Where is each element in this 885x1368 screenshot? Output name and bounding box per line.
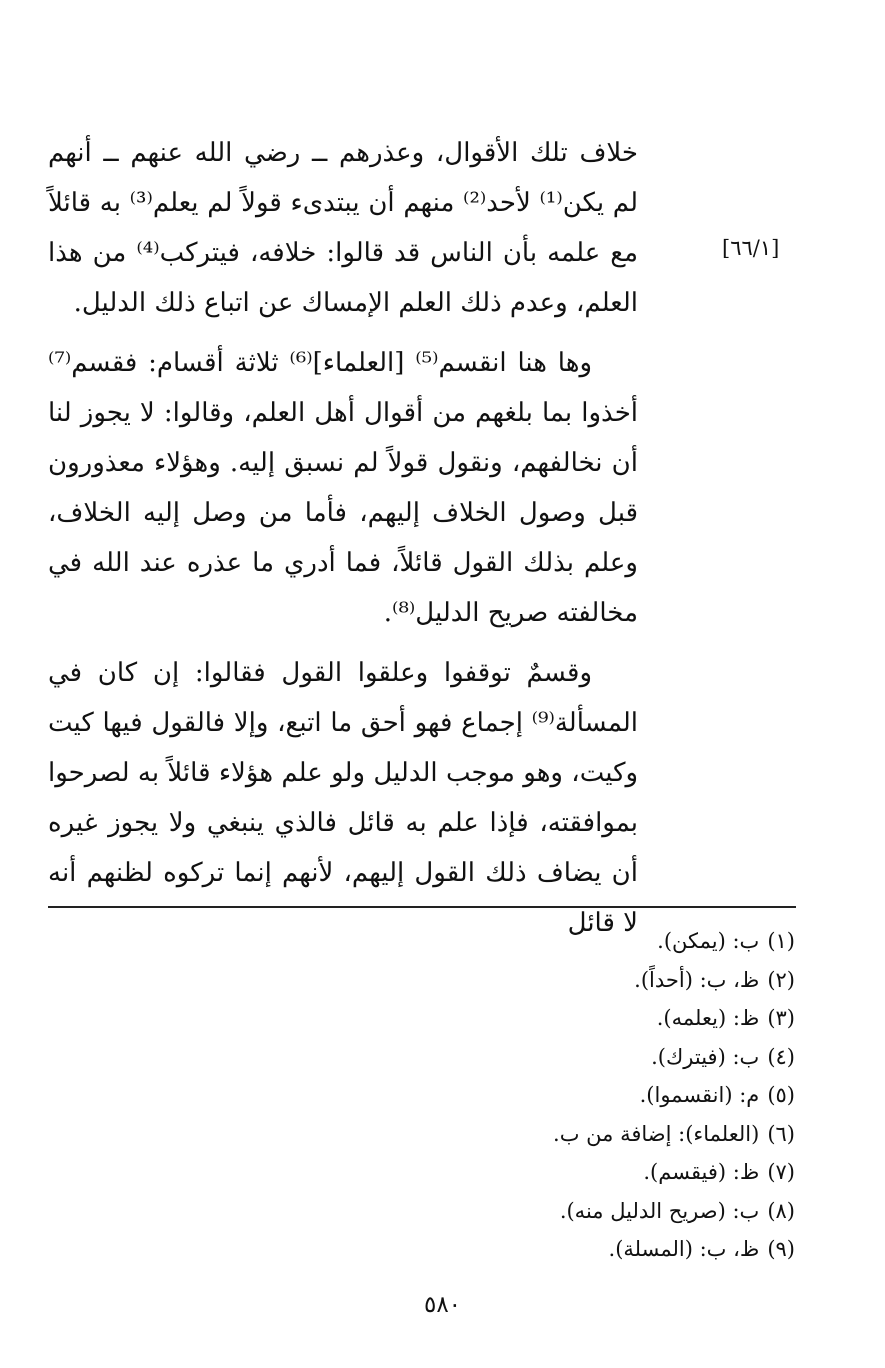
footnote-item (95, 1115, 795, 1154)
footnote-number: (٤) (767, 1044, 795, 1069)
footnote-number: (٧) (767, 1160, 795, 1184)
paragraph-1: خلاف تلك الأقوال، وعذرهم ــ رضي الله عنهم ــ أنهم لم يكن⁽¹⁾ لأحد⁽²⁾ منهم أن يبتدىء قولاً لم يعلم⁽³⁾ به قائلاً مع علمه بأن الناس قد قالوا: خلافه، فيتركب⁽⁴⁾ من هذا العلم، وعدم ذلك العلم الإمساك عن اتباع ذلك الدليل. (48, 138, 639, 318)
footnote-text: (العلماء): إضافة من ب. (553, 1121, 760, 1146)
footnote-item (95, 1076, 795, 1115)
footnote-item (95, 1038, 795, 1077)
footnote-number: (٥) (767, 1083, 795, 1107)
paragraph-3: وقسمٌ توقفوا وعلقوا القول فقالوا: إن كان في المسألة⁽⁹⁾ إجماع فهو أحق ما اتبع، وإلا فالقول فيها كيت وكيت، وهو موجب الدليل ولو علم هؤلاء قائلاً به لصرحوا بموافقته، فإذا علم به قائل فالذي ينبغي ولا يجوز غيره أن يضاف ذلك القول إليهم، لأنهم إنما تركوه لظنهم أنه لا قائل (48, 658, 638, 938)
paragraph-2: وها هنا انقسم⁽⁵⁾ [العلماء]⁽⁶⁾ ثلاثة أقسام: فقسم⁽⁷⁾ أخذوا بما بلغهم من أقوال أهل العلم، وقالوا: لا يجوز لنا أن نخالفهم، ونقول قولاً لم نسبق إليه. وهؤلاء معذورون قبل وصول الخلاف إليهم، فأما من وصل إليه الخلاف، وعلم بذلك القول قائلاً، فما أدري ما عذره عند الله في مخالفته صريح الدليل⁽⁸⁾. (48, 348, 638, 628)
footnote-number: (٢) (767, 967, 795, 992)
footnote-item (95, 1192, 795, 1231)
footnote-number: (٩) (767, 1237, 795, 1261)
footnote-text: م: (انقسموا). (639, 1083, 760, 1107)
footnote-text: ظ، ب: (المسلة). (608, 1237, 760, 1261)
footnote-item (95, 922, 795, 961)
margin-reference: [٦٦/١] (722, 236, 780, 260)
footnote-item (95, 1153, 795, 1192)
footnote-text: ظ: (يعلمه). (656, 1006, 760, 1030)
footnote-text: ب: (يمكن). (657, 929, 760, 953)
footnote-number: (٨) (767, 1198, 795, 1223)
footnote-text: ب: (صريح الدليل منه). (559, 1198, 760, 1223)
footnote-item (95, 961, 795, 1000)
main-text (48, 128, 638, 958)
footnote-divider (48, 906, 796, 908)
footnote-item (95, 1230, 795, 1269)
footnote-text: ظ، ب: (أحداً). (634, 967, 760, 992)
page-number: ٥٨٠ (423, 1292, 462, 1318)
footnotes-list (95, 922, 795, 1269)
footnote-item (95, 999, 795, 1038)
footnote-text: ب: (فيترك). (651, 1044, 760, 1069)
footnote-text: ظ: (فيقسم). (643, 1160, 760, 1184)
footnote-number: (١) (767, 929, 795, 953)
footnote-number: (٦) (767, 1121, 795, 1146)
footnote-number: (٣) (767, 1006, 795, 1030)
